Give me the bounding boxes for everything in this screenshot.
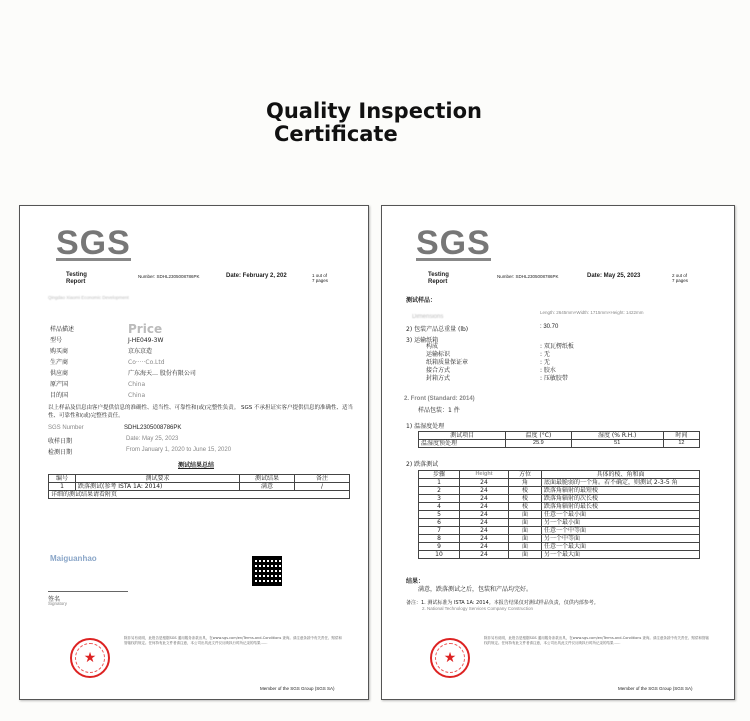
- disclaimer-statement: 以上样品及信息由客户提供信息的准确性、适当性、可靠性和(或)完整性负责。 SGS 不承担证实客户提供信息的准确性、适当性、可靠性和(或)完整性责任。: [48, 405, 354, 419]
- field-labels: [50, 324, 74, 401]
- col-header: 备注: [295, 475, 350, 483]
- page-count: 1 out of 7 pages: [312, 273, 329, 283]
- dimensions-label: Dimensions: [412, 314, 444, 320]
- carton-keys: [426, 343, 468, 383]
- table-header-row: [419, 432, 700, 440]
- table-cell: 跌落角辐射的最长棱: [542, 503, 700, 511]
- test-date-label: 检测日期: [48, 449, 73, 456]
- sgs-number-label: SGS Number: [48, 425, 84, 431]
- official-seal: [430, 638, 470, 678]
- carton-key: 构成: [426, 343, 439, 350]
- testing-report-label: Testing Report: [66, 272, 87, 285]
- sgs-member-footer: Member of the SGS Group (SGS SA): [618, 686, 693, 691]
- summary-title: 测试结果总结: [178, 462, 215, 469]
- table-cell: 24: [460, 495, 509, 503]
- table-cell: /: [295, 483, 350, 491]
- table-cell: 3: [419, 495, 460, 503]
- carton-key: 运输标识: [426, 351, 451, 358]
- table-cell: 12: [663, 440, 699, 448]
- signer-company: Maiguanhao: [50, 554, 97, 563]
- seal-star-icon: ★: [83, 649, 97, 665]
- table-cell: 1: [49, 483, 76, 491]
- carton-value: : 双瓦楞纸板: [540, 343, 574, 350]
- dimensions-value: Length: 2645mm×Width: 1715mm×Height: 1422mm: [540, 310, 644, 315]
- report-number: Number: SDHL2305008786PK: [138, 274, 200, 279]
- table-cell: 面: [509, 535, 542, 543]
- table-row: [419, 543, 700, 551]
- weight-label: 2) 包装产品总重量 (lb): [406, 326, 469, 333]
- col-header: 湿度 (% R.H.): [571, 432, 663, 440]
- table-cell: 24: [460, 479, 509, 487]
- table-note-row: [49, 491, 350, 499]
- field-value-price: Price: [128, 322, 163, 336]
- col-header: 步骤: [419, 471, 460, 479]
- col-header: 测试项目: [419, 432, 506, 440]
- table-cell: 24: [460, 551, 509, 559]
- table-cell: 另一个最大面: [542, 551, 700, 559]
- col-header: 测试结果: [240, 475, 295, 483]
- signature-line: [48, 591, 128, 592]
- table-cell: 6: [419, 519, 460, 527]
- report-number: Number: SDHL2305008786PK: [497, 274, 559, 279]
- table-cell: 任意一个中等面: [542, 527, 700, 535]
- table-cell: 7: [419, 527, 460, 535]
- conditioning-title: 1) 温湿度处理: [406, 423, 445, 430]
- sgs-member-footer: Member of the SGS Group (SGS SA): [260, 686, 335, 691]
- section-front-title: 2. Front (Standard: 2014): [404, 396, 475, 402]
- table-cell: 任意一个最大面: [542, 543, 700, 551]
- table-note: 详细的测试结果请看附页: [49, 491, 350, 499]
- drop-test-title: 2) 跌落测试: [406, 461, 439, 468]
- table-cell: 另一个最小面: [542, 519, 700, 527]
- col-header: Height: [460, 471, 509, 479]
- table-cell: 任意一个最小面: [542, 511, 700, 519]
- report-page-2: [381, 205, 735, 700]
- table-row: [419, 495, 700, 503]
- table-row: [419, 479, 700, 487]
- table-cell: 24: [460, 519, 509, 527]
- signatory-title: Signatory: [48, 601, 68, 606]
- table-cell: 另一个中等面: [542, 535, 700, 543]
- table-cell: 底面最脆弱的一个角。若不确定，则测试 2-3-5 角: [542, 479, 700, 487]
- table-cell: 跌落角辐射的次长棱: [542, 495, 700, 503]
- carton-key: 接合方式: [426, 367, 451, 374]
- result-label: 结果：: [406, 578, 425, 585]
- col-header: 测试要求: [76, 475, 240, 483]
- field-label: 供应商: [50, 370, 69, 377]
- fine-print: 除非另有说明，此报告是根据SGS 通用服务条款出具，在www.sgs.com/en/Terms-and-Conditions 查询。请注意条款中有关责任、赔偿和管辖权的规定。任何持有此文件者请注意，本公司出具此文件仅反映执行时所记录的结果……: [124, 636, 342, 645]
- table-cell: 温湿度预处理: [419, 440, 506, 448]
- table-cell: 跌落角辐射的最短棱: [542, 487, 700, 495]
- table-row: [419, 527, 700, 535]
- table-cell: 满意: [240, 483, 295, 491]
- applicant-name: Qingdao Xiaomi Economic Development: [48, 295, 129, 300]
- table-cell: 24: [460, 487, 509, 495]
- sgs-logo: SGS: [416, 224, 491, 262]
- page-count: 2 out of 7 pages: [672, 273, 689, 283]
- carton-values: [540, 343, 574, 383]
- table-header-row: [49, 475, 350, 483]
- table-cell: 24: [460, 511, 509, 519]
- table-cell: 4: [419, 503, 460, 511]
- carton-key: 纸箱质量保证章: [426, 359, 469, 366]
- table-cell: 24: [460, 503, 509, 511]
- field-value: 京东京造: [128, 348, 153, 355]
- qr-code: [252, 556, 282, 586]
- table-cell: 24: [460, 535, 509, 543]
- report-page-1: [19, 205, 369, 700]
- table-row: [419, 440, 700, 448]
- carton-value: : 胶水: [540, 367, 556, 374]
- field-label: 购买商: [50, 348, 69, 355]
- title-line-2: Certificate: [274, 122, 398, 146]
- table-cell: 9: [419, 543, 460, 551]
- summary-table: [48, 474, 350, 499]
- table-header-row: [419, 471, 700, 479]
- col-header: 编号: [49, 475, 76, 483]
- carton-key: 封箱方式: [426, 375, 451, 382]
- table-row: [419, 511, 700, 519]
- sgs-logo: SGS: [56, 224, 131, 262]
- received-date-value: Date: May 25, 2023: [126, 436, 179, 442]
- remark-line-2: 2. National Technology Services Company Construction: [422, 606, 533, 611]
- table-cell: 2: [419, 487, 460, 495]
- field-value: China: [128, 392, 146, 399]
- report-date: Date: May 25, 2023: [587, 273, 641, 279]
- sgs-number-value: SDHL2305008786PK: [124, 425, 182, 431]
- table-cell: 面: [509, 551, 542, 559]
- col-header: 具体的棱、角和面: [542, 471, 700, 479]
- field-value: J-HE049-3W: [128, 337, 164, 344]
- table-row: [419, 519, 700, 527]
- sample-quantity: 样品包装：1 件: [418, 407, 460, 414]
- table-cell: 面: [509, 543, 542, 551]
- table-cell: 棱: [509, 503, 542, 511]
- remark-text: 备注：1. 测试标准为 ISTA 1A: 2014。本报告结果仅对测试样品负责，仅供内部参考。: [406, 600, 599, 606]
- table-cell: 面: [509, 519, 542, 527]
- table-cell: 5: [419, 511, 460, 519]
- table-cell: 8: [419, 535, 460, 543]
- col-header: 方位: [509, 471, 542, 479]
- field-value: 广东海天… 股份有限公司: [128, 370, 196, 377]
- table-cell: 25.9: [506, 440, 571, 448]
- carton-value: : 压敏胶带: [540, 375, 568, 382]
- field-label: 型号: [50, 337, 63, 344]
- table-cell: 10: [419, 551, 460, 559]
- table-row: [419, 535, 700, 543]
- col-header: 时间: [663, 432, 699, 440]
- carton-label: 3) 运输纸箱: [406, 337, 439, 344]
- field-value: Co·····Co.Ltd: [128, 359, 165, 366]
- carton-value: : 无: [540, 359, 550, 366]
- field-label: 原产国: [50, 381, 69, 388]
- weight-value: : 30.70: [540, 324, 559, 330]
- received-date-label: 收样日期: [48, 438, 73, 445]
- field-label: 样品描述: [50, 326, 75, 333]
- signatory-name: 签名: [48, 596, 61, 603]
- seal-star-icon: ★: [443, 649, 457, 665]
- table-cell: 1: [419, 479, 460, 487]
- table-cell: 51: [571, 440, 663, 448]
- table-cell: 24: [460, 543, 509, 551]
- table-cell: 棱: [509, 487, 542, 495]
- field-label: 生产商: [50, 359, 69, 366]
- title-line-1: Quality Inspection: [266, 99, 483, 123]
- table-cell: 面: [509, 511, 542, 519]
- col-header: 温度 (°C): [506, 432, 571, 440]
- test-sample-label: 测试样品：: [406, 297, 437, 304]
- drop-test-table: [418, 470, 700, 559]
- table-row: [419, 503, 700, 511]
- table-cell: 面: [509, 527, 542, 535]
- table-row: [49, 483, 350, 491]
- carton-value: : 无: [540, 351, 550, 358]
- field-values: [128, 324, 196, 401]
- table-row: [419, 551, 700, 559]
- table-cell: 24: [460, 527, 509, 535]
- conditioning-table: [418, 431, 700, 448]
- field-value: China: [128, 381, 146, 388]
- table-row: [419, 487, 700, 495]
- test-date-value: From January 1, 2020 to June 15, 2020: [126, 447, 232, 453]
- fine-print: 除非另有说明，此报告是根据SGS 通用服务条款出具，在www.sgs.com/en/Terms-and-Conditions 查询。请注意条款中有关责任、赔偿和管辖权的规定。任何持有此文件者请注意，本公司出具此文件仅反映执行时所记录的结果……: [484, 636, 709, 645]
- table-cell: 跌落测试(参考 ISTA 1A: 2014): [76, 483, 240, 491]
- testing-report-label: Testing Report: [428, 272, 449, 285]
- official-seal: [70, 638, 110, 678]
- report-date: Date: February 2, 202: [226, 273, 287, 279]
- certificate-title: [266, 100, 482, 146]
- field-label: 目的国: [50, 392, 69, 399]
- result-text: 满意，跌落测试之后，包装和产品均完好。: [418, 586, 533, 593]
- table-cell: 棱: [509, 495, 542, 503]
- table-cell: 角: [509, 479, 542, 487]
